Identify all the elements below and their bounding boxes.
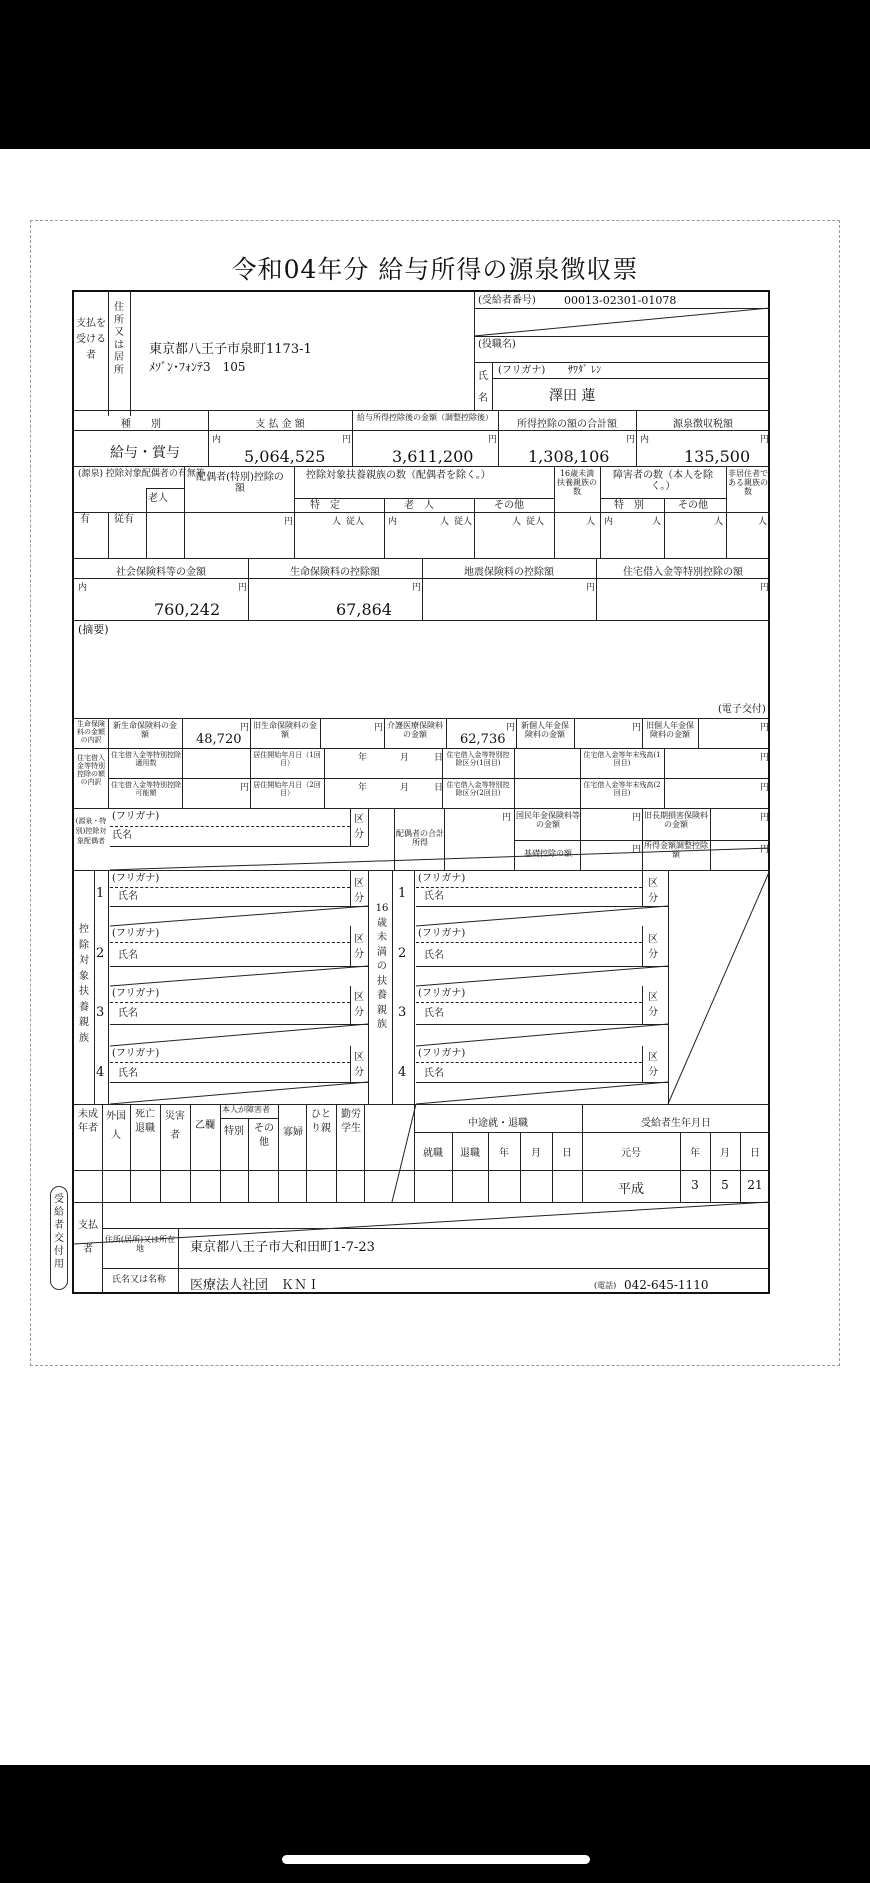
special-label: 特 定: [310, 500, 340, 511]
under16-furigana-label: (フリガナ): [418, 873, 466, 884]
recipient-copy-label: 受給者交付用: [50, 1186, 68, 1290]
housing-kubun1-label: 住宅借入金等特別控除区分(1回目): [446, 751, 510, 767]
position-label: (役職名): [478, 339, 516, 350]
h-tax: 源泉徴収税額: [673, 419, 733, 430]
under16-number-2: 2: [398, 946, 407, 961]
elderly-label: 老人: [148, 493, 168, 504]
attached-mark: 従人: [346, 517, 365, 527]
social-insurance-amount: 760,242: [154, 600, 221, 619]
h-life-insurance: 生命保険料の控除額: [290, 567, 380, 578]
under16-furigana-label: (フリガナ): [418, 1048, 466, 1059]
dep-kubun-label: 区分: [354, 992, 364, 1018]
day-label: 日: [562, 1148, 572, 1159]
other-label: その他: [494, 500, 524, 511]
remarks-label: (摘要): [78, 623, 109, 636]
housing-count-label: 住宅借入金等特別控除適用数: [111, 751, 181, 767]
recipient-number: 00013-02301-01078: [564, 294, 677, 307]
foreign-label: 外国人: [106, 1111, 126, 1141]
under16-number-3: 3: [398, 1005, 407, 1020]
under16-name-label: 氏名: [424, 1008, 444, 1019]
h-housing-loan: 住宅借入金等特別控除の額: [623, 567, 743, 578]
after-deduction-amount: 3,611,200: [392, 447, 474, 466]
yen-mark: 円: [240, 723, 250, 733]
yen-mark: 円: [284, 517, 294, 527]
dep-number-1: 1: [96, 886, 105, 901]
old-life-label: 旧生命保険料の金額: [253, 721, 317, 739]
dependents-left-label: 控除対象扶養親族: [79, 924, 89, 1044]
payee-label: 支払を受ける者: [76, 318, 106, 361]
yen-mark: 円: [760, 845, 770, 855]
day-mark: 日: [434, 783, 444, 793]
under16-label: 16歳未満扶養親族の数: [557, 469, 597, 496]
h-social-insurance: 社会保険料等の金額: [116, 567, 206, 578]
housing-kubun2-label: 住宅借入金等特別控除区分(2回目): [446, 781, 510, 797]
widow-label: 寡婦: [283, 1127, 303, 1138]
person-mark: 人: [332, 517, 342, 527]
dep-number-2: 2: [96, 946, 105, 961]
spouse-kubun-label: 区分: [354, 814, 364, 840]
dep-furigana-label: (フリガナ): [112, 988, 160, 999]
old-label: 老 人: [404, 500, 434, 511]
disaster-label: 災害者: [165, 1111, 185, 1141]
h-total-deduction: 所得控除の額の合計額: [517, 419, 617, 430]
payer-tel: 042-645-1110: [624, 1278, 709, 1292]
yen-mark: 円: [632, 723, 642, 733]
housing-date2-label: 居住開始年月日（2回目）: [253, 781, 321, 797]
attached-label: 従有: [114, 514, 134, 525]
self-disabled-label: 本人が障害者: [222, 1105, 270, 1114]
month-mark: 月: [400, 753, 410, 763]
dep-kubun-label: 区分: [354, 934, 364, 960]
address-label: 住所又は居所: [114, 302, 124, 376]
tel-label: (電話): [594, 1281, 617, 1290]
basic-deduction-label: 基礎控除の額: [524, 849, 572, 858]
student-label: 勤労学生: [341, 1109, 361, 1134]
yen-mark: 円: [374, 723, 384, 733]
spouse-label: (源泉・特別)控除対象配偶者: [75, 817, 107, 845]
yen-mark: 円: [342, 435, 352, 445]
dep-number-3: 3: [96, 1005, 105, 1020]
dep-name-label: 氏名: [118, 1068, 138, 1079]
under16-name-label: 氏名: [424, 950, 444, 961]
single-parent-label: ひとり親: [311, 1109, 331, 1134]
under16-kubun-label: 区分: [648, 934, 658, 960]
spouse-deduction-label: 配偶者(特別)控除の額: [196, 472, 284, 494]
yen-mark: 円: [760, 583, 770, 593]
old-pension-label: 旧個人年金保険料の金額: [646, 721, 694, 739]
inner-mark: 内: [78, 583, 88, 593]
person-mark: 人: [440, 517, 450, 527]
payer-name-label: 氏名又は名称: [112, 1275, 167, 1285]
year-label: 年: [499, 1148, 509, 1159]
death-label: 死亡退職: [135, 1109, 155, 1134]
birth-day-header: 日: [750, 1148, 760, 1159]
person-mark: 人: [652, 517, 662, 527]
payer-address: 東京都八王子市大和田町1-7-23: [190, 1240, 375, 1255]
new-life-label: 新生命保険料の金額: [113, 721, 177, 739]
form-title: 令和04年分 給与所得の源泉徴収票: [231, 255, 639, 284]
dis-special-label: 特 別: [614, 500, 644, 511]
yen-mark: 円: [760, 753, 770, 763]
birthdate-label: 受給者生年月日: [641, 1118, 711, 1129]
payment-amount: 5,064,525: [244, 447, 326, 466]
attached-mark: 従人: [454, 517, 473, 527]
yen-mark: 円: [412, 583, 422, 593]
person-mark: 人: [714, 517, 724, 527]
life-breakdown-label: 生命保険料の金額の内訳: [77, 720, 105, 745]
birth-month-header: 月: [720, 1148, 730, 1159]
birth-year: 3: [691, 1178, 699, 1192]
otsu-label: 乙欄: [195, 1120, 215, 1131]
home-indicator[interactable]: [282, 1855, 590, 1864]
other-label-2: その他: [254, 1123, 274, 1148]
nonresident-label: 非居住者である親族の数: [728, 469, 768, 496]
total-deduction-amount: 1,308,106: [528, 447, 610, 466]
birth-month: 5: [721, 1178, 729, 1192]
inner-mark: 内: [604, 517, 614, 527]
dep-furigana-label: (フリガナ): [112, 1048, 160, 1059]
dep-name-label: 氏名: [118, 891, 138, 902]
under16-kubun-label: 区分: [648, 992, 658, 1018]
old-long-label: 旧長期損害保険料の金額: [644, 811, 708, 829]
dep-kubun-label: 区分: [354, 878, 364, 904]
yen-mark: 円: [760, 783, 770, 793]
bottom-bar: [0, 1765, 870, 1883]
payer-name: 医療法人社団 ＫＮＩ: [190, 1278, 321, 1293]
withholding-tax: 135,500: [684, 447, 751, 466]
h-earthquake-insurance: 地震保険料の控除額: [464, 567, 554, 578]
dep-furigana-label: (フリガナ): [112, 928, 160, 939]
dep-name-label: 氏名: [118, 1008, 138, 1019]
withholding-slip: [72, 290, 770, 1294]
under16-furigana-label: (フリガナ): [418, 928, 466, 939]
yen-mark: 円: [488, 435, 498, 445]
spouse-flag-label: (源泉) 控除対象配偶者の有無等: [78, 469, 205, 479]
attached-mark: 従人: [526, 517, 545, 527]
birth-year-header: 年: [690, 1148, 700, 1159]
under16-name-label: 氏名: [424, 891, 444, 902]
spouse-name-label: 氏名: [112, 830, 132, 841]
inner-mark: 内: [212, 435, 222, 445]
birth-day: 21: [747, 1178, 763, 1192]
electronic-delivery: (電子交付): [718, 704, 766, 715]
inner-mark: 内: [640, 435, 650, 445]
dep-kubun-label: 区分: [354, 1052, 364, 1078]
payer-address-label: 住所(居所)又は所在地: [104, 1235, 176, 1253]
birth-era: 平成: [617, 1182, 644, 1197]
yen-mark: 円: [238, 583, 248, 593]
housing-breakdown-label: 住宅借入金等特別控除の額の内訳: [77, 754, 105, 787]
spouse-income-label: 配偶者の合計所得: [396, 829, 444, 847]
yen-mark: 円: [760, 723, 770, 733]
year-mark: 年: [358, 753, 368, 763]
minor-label: 未成年者: [78, 1109, 98, 1134]
income-type: 給与・賞与: [110, 445, 180, 461]
housing-date1-label: 居住開始年月日（1回目）: [253, 751, 321, 767]
yen-mark: 円: [240, 783, 250, 793]
have-label: 有: [80, 514, 90, 525]
new-life-amount: 48,720: [196, 732, 242, 747]
recipient-furigana: ｻﾜﾀﾞ ﾚﾝ: [568, 365, 602, 376]
midterm-label: 中途就・退職: [468, 1118, 528, 1129]
disabled-label: 障害者の数（本人を除く。）: [613, 470, 713, 492]
inner-mark: 内: [388, 517, 398, 527]
payer-label: 支払者: [78, 1220, 98, 1255]
under16-kubun-label: 区分: [648, 1052, 658, 1078]
yen-mark: 円: [506, 723, 516, 733]
dep-number-4: 4: [96, 1065, 105, 1080]
dis-other-label: その他: [678, 500, 708, 511]
yen-mark: 円: [632, 813, 642, 823]
top-bar: [0, 0, 870, 149]
under16-furigana-label: (フリガナ): [418, 988, 466, 999]
special-label-2: 特別: [224, 1126, 244, 1137]
h-after: 給与所得控除後の金額（調整控除後）: [357, 413, 493, 422]
furigana-label: (フリガナ): [498, 365, 546, 376]
yen-mark: 円: [760, 813, 770, 823]
care-label: 介護医療保険料の金額: [387, 721, 443, 739]
yen-mark: 円: [632, 845, 642, 855]
new-pension-label: 新個人年金保険料の金額: [521, 721, 569, 739]
person-mark: 人: [512, 517, 522, 527]
name-label: 氏名: [478, 371, 488, 404]
life-insurance-amount: 67,864: [336, 600, 392, 619]
recipient-number-label: (受給者番号): [478, 295, 536, 306]
yen-mark: 円: [586, 583, 596, 593]
yen-mark: 円: [760, 435, 770, 445]
person-mark: 人: [758, 517, 768, 527]
under16-kubun-label: 区分: [648, 878, 658, 904]
year-mark: 年: [358, 783, 368, 793]
spouse-furigana-label: (フリガナ): [112, 811, 160, 822]
under16-number-1: 1: [398, 886, 407, 901]
under16-name-label: 氏名: [424, 1068, 444, 1079]
recipient-address-1: 東京都八王子市泉町1173-1: [149, 342, 312, 357]
day-mark: 日: [434, 753, 444, 763]
recipient-name: 澤田 蓮: [549, 388, 596, 404]
yen-mark: 円: [502, 813, 512, 823]
join-label: 就職: [423, 1148, 443, 1159]
dep-name-label: 氏名: [118, 950, 138, 961]
housing-possible-label: 住宅借入金等特別控除可能額: [111, 781, 181, 797]
pension-label: 国民年金保険料等の金額: [516, 811, 580, 829]
adjust-label: 所得金額調整控除額: [644, 841, 708, 859]
dep-furigana-label: (フリガナ): [112, 873, 160, 884]
care-amount: 62,736: [460, 732, 506, 747]
yen-mark: 円: [626, 435, 636, 445]
recipient-address-2: ﾒｿﾞﾝ･ﾌｫﾝﾃ3 105: [149, 360, 246, 374]
month-label: 月: [531, 1148, 541, 1159]
h-pay: 支 払 金 額: [255, 419, 305, 430]
month-mark: 月: [400, 783, 410, 793]
dependents-right-label: 16歳未満の扶養親族: [375, 903, 389, 1030]
under16-number-4: 4: [398, 1065, 407, 1080]
housing-balance2-label: 住宅借入金等年末残高(2回目): [583, 781, 661, 797]
h-type: 種 別: [121, 419, 161, 430]
era-header: 元号: [621, 1148, 641, 1159]
housing-balance1-label: 住宅借入金等年末残高(1回目): [583, 751, 661, 767]
leave-label: 退職: [460, 1148, 480, 1159]
person-mark: 人: [586, 517, 596, 527]
dependents-count-label: 控除対象扶養親族の数（配偶者を除く。）: [306, 470, 491, 481]
